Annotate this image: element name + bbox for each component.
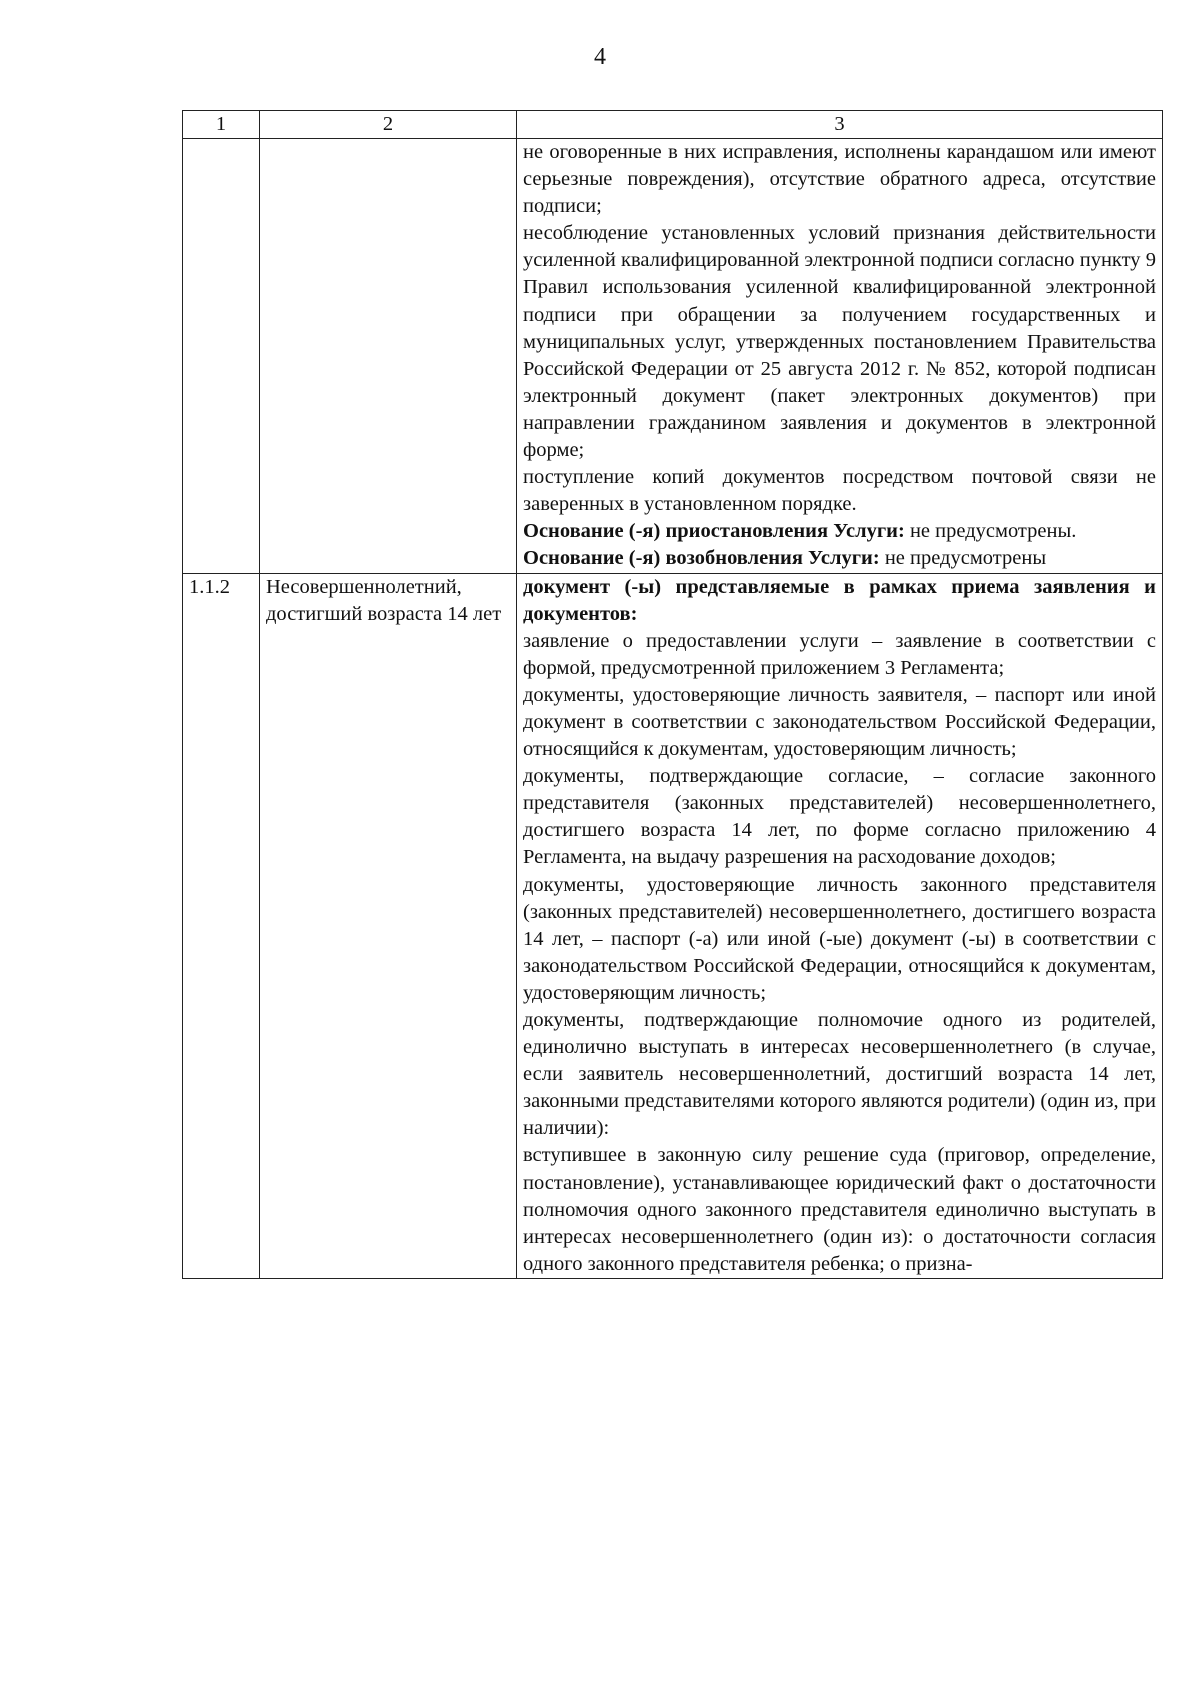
paragraph: заявление о предоставлении услуги – заявление в соответствии с формой, предусмотренной приложением 3 Регламента; — [523, 629, 1156, 679]
header-col-3: 3 — [517, 111, 1163, 139]
header-col-2: 2 — [260, 111, 517, 139]
table-header-row — [183, 111, 1163, 139]
row1-col2 — [260, 139, 517, 574]
paragraph: несоблюдение установленных условий признания действительности усиленной квалифицированной электронной подписи согласно пункту 9 Правил использования усиленной квалифицированной электронной подписи при обращении за получением государственных и муниципальных услуг, утвержденных постановлением Правительства Российской Федерации от 25 августа 2012 г. № 852, которой подписан электронный документ (пакет электронных документов) при направлении гражданином заявления и документов в электронной форме; — [523, 222, 1156, 462]
row1-col1 — [183, 139, 260, 574]
suspension-paragraph — [523, 518, 1156, 545]
row2-col3 — [517, 573, 1163, 1278]
row1-col3 — [517, 139, 1163, 574]
resumption-paragraph — [523, 545, 1156, 572]
paragraph: документы, удостоверяющие личность заявителя, – паспорт или иной документ в соответствии с законодательством Российской Федерации, относящийся к документам, удостоверяющим личность; — [523, 683, 1156, 761]
paragraph: документы, подтверждающие согласие, – согласие законного представителя (законных представителей) несовершеннолетнего, достигшего возраста 14 лет, по форме согласно приложению 4 Регламента, на выдачу разрешения на расходование доходов; — [523, 765, 1156, 869]
resumption-label: Основание (-я) возобновления Услуги: — [523, 547, 880, 570]
page-number: 4 — [594, 44, 606, 70]
row2-col1: 1.1.2 — [183, 573, 260, 1278]
table-row — [183, 139, 1163, 574]
suspension-text: не предусмотрены. — [904, 520, 1077, 543]
paragraph: документы, подтверждающие полномочие одного из родителей, единолично выступать в интересах несовершеннолетнего (в случае, если заявитель несовершеннолетний, достигший возраста 14 лет, законными представителями которого являются родители) (один из, при наличии): — [523, 1009, 1156, 1140]
paragraph: поступление копий документов посредством почтовой связи не заверенных в установленном порядке. — [523, 466, 1156, 516]
documents-heading-text: документ (-ы) представляемые в рамках приема заявления и документов: — [523, 575, 1156, 625]
document-table — [182, 110, 1163, 1279]
paragraph: документы, удостоверяющие личность законного представителя (законных представителей) несовершеннолетнего, достигшего возраста 14 лет, – паспорт (-а) или иной (-ые) документ (-ы) в соответствии с законодательством Российской Федерации, относящийся к документам, удостоверяющим личность; — [523, 873, 1156, 1004]
documents-heading — [523, 574, 1156, 628]
resumption-text: не предусмотрены — [879, 547, 1047, 570]
row2-col2: Несовершеннолетний, достигший возраста 14 лет — [260, 573, 517, 1278]
table-row — [183, 573, 1163, 1278]
header-col-1: 1 — [183, 111, 260, 139]
paragraph: вступившее в законную силу решение суда (приговор, определение, постановление), устанавливающее юридический факт о достаточности полномочия одного законного представителя единолично выступать в интересах несовершеннолетнего (один из): о достаточности согласия одного законного представителя ребенка; о призна- — [523, 1144, 1156, 1275]
paragraph: не оговоренные в них исправления, исполнены карандашом или имеют серьезные повреждения), отсутствие обратного адреса, отсутствие подписи; — [523, 141, 1156, 218]
suspension-label: Основание (-я) приостановления Услуги: — [523, 520, 905, 543]
